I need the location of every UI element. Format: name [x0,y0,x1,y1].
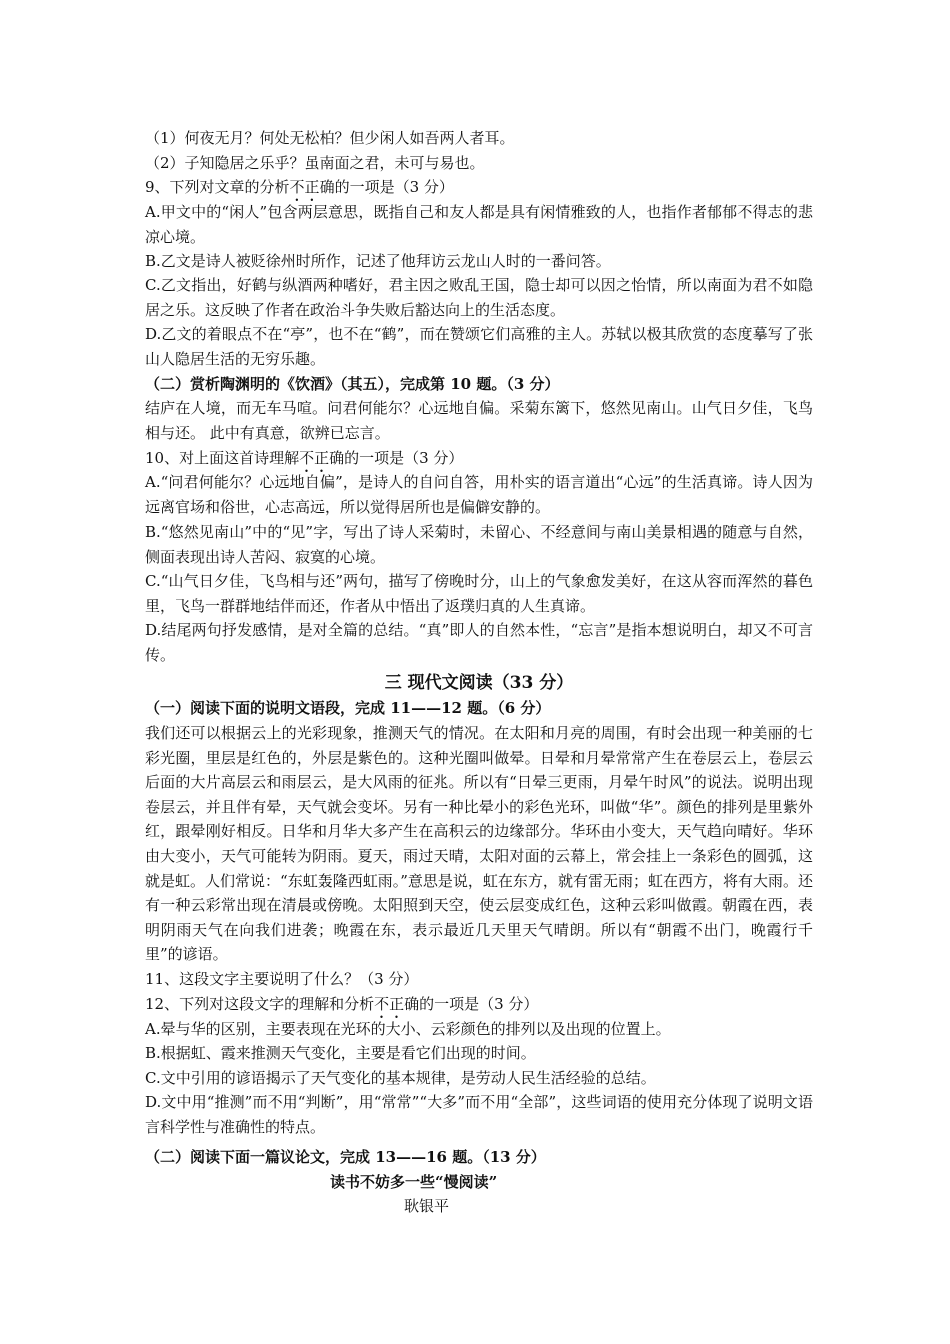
q12-stem-suffix: 确的一项是（3 分） [404,995,539,1013]
q10-stem-emphasis: 不正 [299,449,330,467]
note-1: （1）何夜无月？何处无松柏？但少闲人如吾两人者耳。 [145,129,515,147]
q12-option-c: C.文中引用的谚语揭示了天气变化的基本规律，是劳动人民生活经验的总结。 [145,1069,656,1087]
poem-section-heading: （二）赏析陶渊明的《饮酒》（其五），完成第 10 题。（3 分） [145,375,560,393]
section-three-title: 三 现代文阅读（33 分） [384,673,574,693]
note-2: （2）子知隐居之乐乎？虽南面之君，未可与易也。 [145,154,485,172]
q12-option-d: D.文中用“推测”而不用“判断”，用“常常”“大多”而不用“全部”，这些词语的使用充分体现了说明文语言科学性与准确性的特点。 [145,1093,813,1136]
q9-stem-suffix: 确的一项是（3 分） [319,178,454,196]
part2-heading: （二）阅读下面一篇议论文，完成 13——16 题。（13 分） [145,1148,546,1166]
q9-option-c: C.乙文指出，好鹤与纵酒两种嗜好，君主因之败乱王国，隐士却可以因之怡情，所以南面为君不如隐居之乐。这反映了作者在政治斗争失败后豁达向上的生活态度。 [145,276,813,319]
essay-author: 耿银平 [404,1197,450,1215]
essay-title: 读书不妨多一些“慢阅读” [330,1173,498,1191]
q12-option-a: A.晕与华的区别，主要表现在光环的大小、云彩颜色的排列以及出现的位置上。 [145,1020,671,1038]
q10-option-c: C.“山气日夕佳，飞鸟相与还”两句，描写了傍晚时分，山上的气象愈发美好，在这从容而浑然的暮色里，飞鸟一群群地结伴而还，作者从中悟出了返璞归真的人生真谛。 [145,572,813,615]
q10-option-a: A.“问君何能尔？心远地自偏”，是诗人的自问自答，用朴实的语言道出“心远”的生活真谛。诗人因为远离官场和俗世，心志高远，所以觉得居所也是偏僻安静的。 [145,473,813,516]
poem-text: 结庐在人境，而无车马喧。问君何能尔？心远地自偏。采菊东篱下，悠然见南山。山气日夕佳，飞鸟相与还。 此中有真意，欲辨已忘言。 [145,399,813,442]
q12-option-b: B.根据虹、霞来推测天气变化，主要是看它们出现的时间。 [145,1044,536,1062]
q10-option-d: D.结尾两句抒发感情，是对全篇的总结。“真”即人的自然本性，“忘言”是指本想说明白，却又不可言传。 [145,621,813,664]
q9-option-d: D.乙文的着眼点不在“亭”，也不在“鹤”，而在赞颂它们高雅的主人。苏轼以极其欣赏的态度摹写了张山人隐居生活的无穷乐趣。 [145,325,813,368]
q12-stem-prefix: 12、下列对这段文字的理解和分析 [145,995,375,1013]
weather-passage: 我们还可以根据云上的光彩现象，推测天气的情况。在太阳和月亮的周围，有时会出现一种美丽的七彩光圈，里层是红色的，外层是紫色的。这种光圈叫做晕。日晕和月晕常常产生在卷层云上，卷层云后面的大片高层云和雨层云，是大风雨的征兆。所以有“日晕三更雨，月晕午时风”的说法。说明出现卷层云，并且伴有晕，天气就会变坏。另有一种比晕小的彩色光环，叫做“华”。颜色的排列是里紫外红，跟晕刚好相反。日华和月华大多产生在高积云的边缘部分。华环由小变大，天气趋向晴好。华环由大变小，天气可能转为阴雨。夏天，雨过天晴，太阳对面的云幕上，常会挂上一条彩色的圆弧，这就是虹。人们常说：“东虹轰隆西虹雨。”意思是说，虹在东方，就有雷无雨；虹在西方，将有大雨。还有一种云彩常出现在清晨或傍晚。太阳照到天空，使云层变成红色，这种云彩叫做霞。朝霞在西，表明阴雨天气在向我们进袭；晚霞在东，表示最近几天里天气晴朗。所以有“朝霞不出门，晚霞行千里”的谚语。 [145,724,813,964]
q9-option-b: B.乙文是诗人被贬徐州时所作，记述了他拜访云龙山人时的一番问答。 [145,252,611,270]
q10-stem-prefix: 10、对上面这首诗理解 [145,449,300,467]
q10-option-b: B.“悠然见南山”中的“见”字，写出了诗人采菊时，未留心、不经意间与南山美景相遇的随意与自然，侧面表现出诗人苦闷、寂寞的心境。 [145,523,813,566]
q9-option-a: A.甲文中的“闲人”包含两层意思，既指自己和友人都是具有闲情雅致的人，也指作者郁郁不得志的悲凉心境。 [145,203,813,246]
q9-stem-prefix: 9、下列对文章的分析 [145,178,290,196]
part1-heading: （一）阅读下面的说明文语段，完成 11——12 题。（6 分） [145,699,551,717]
question-11: 11、这段文字主要说明了什么？（3 分） [145,970,419,988]
q9-stem-emphasis: 不正 [289,178,320,196]
q10-stem-suffix: 确的一项是（3 分） [329,449,464,467]
q12-stem-emphasis: 不正 [374,995,405,1013]
